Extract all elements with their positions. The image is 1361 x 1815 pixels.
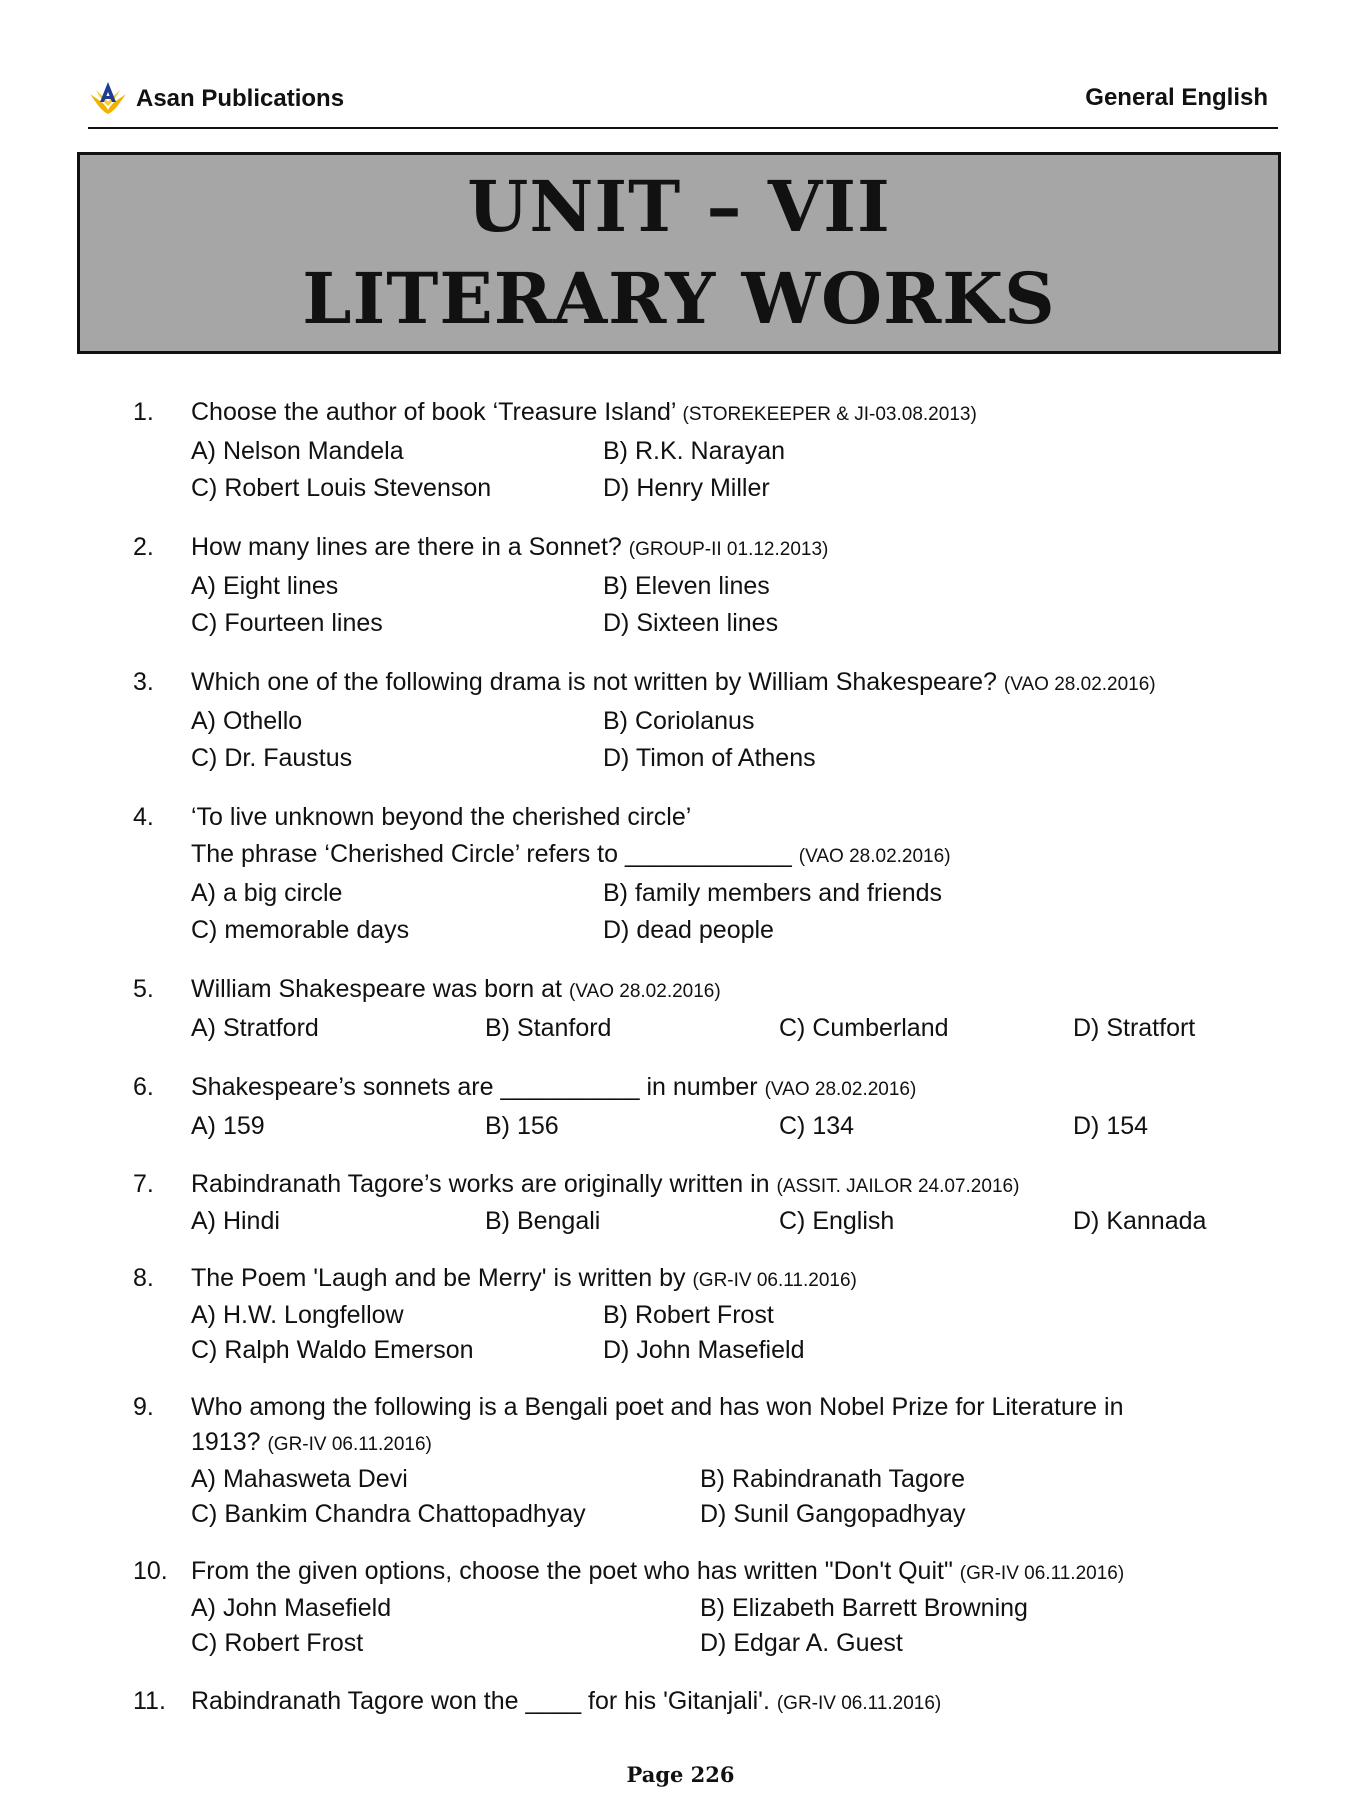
question-source: (VAO 28.02.2016) bbox=[568, 981, 721, 1002]
option-d: D) Kannada bbox=[1073, 1207, 1207, 1235]
question-text: Rabindranath Tagore’s works are originally written in bbox=[191, 1170, 770, 1198]
option-c: C) Bankim Chandra Chattopadhyay bbox=[191, 1500, 586, 1528]
option-b: B) Coriolanus bbox=[603, 707, 755, 735]
question-source: (VAO 28.02.2016) bbox=[1003, 674, 1156, 695]
option-a: A) John Masefield bbox=[191, 1594, 392, 1622]
question-text: Which one of the following drama is not written by William Shakespeare? bbox=[191, 668, 997, 696]
option-a: A) Stratford bbox=[191, 1014, 319, 1042]
option-b: B) Stanford bbox=[485, 1014, 612, 1042]
question-3 bbox=[133, 664, 1253, 777]
option-c: C) Robert Louis Stevenson bbox=[191, 474, 492, 502]
subject-title: General English bbox=[1085, 84, 1268, 111]
question-4 bbox=[133, 799, 1253, 949]
unit-title: LITERARY WORKS bbox=[302, 257, 1056, 340]
option-d: D) Edgar A. Guest bbox=[700, 1629, 903, 1657]
option-b: B) 156 bbox=[485, 1112, 559, 1140]
question-6 bbox=[133, 1069, 1253, 1145]
option-d: D) Sixteen lines bbox=[603, 609, 779, 637]
question-text: The phrase ‘Cherished Circle’ refers to ____________ bbox=[191, 840, 792, 868]
question-text: Choose the author of book ‘Treasure Island’ bbox=[191, 398, 676, 426]
option-a: A) 159 bbox=[191, 1112, 265, 1140]
question-source: (GR-IV 06.11.2016) bbox=[692, 1270, 857, 1291]
option-c: C) Robert Frost bbox=[191, 1629, 364, 1657]
option-b: B) Robert Frost bbox=[603, 1301, 774, 1329]
option-c: C) Cumberland bbox=[779, 1014, 949, 1042]
option-d: D) Stratfort bbox=[1073, 1014, 1196, 1042]
question-text: From the given options, choose the poet who has written "Don't Quit" bbox=[191, 1557, 953, 1585]
question-source: (GR-IV 06.11.2016) bbox=[776, 1693, 942, 1714]
question-number: 7. bbox=[133, 1170, 154, 1198]
option-b: B) family members and friends bbox=[603, 879, 943, 907]
unit-title-box bbox=[77, 152, 1281, 354]
question-9 bbox=[133, 1390, 1253, 1532]
question-text: 1913? bbox=[191, 1428, 261, 1456]
option-b: B) Eleven lines bbox=[603, 572, 770, 600]
page-number: Page 226 bbox=[626, 1762, 735, 1787]
question-8 bbox=[133, 1261, 1253, 1368]
question-number: 11. bbox=[133, 1687, 166, 1715]
option-d: D) Timon of Athens bbox=[603, 744, 816, 772]
option-a: A) Hindi bbox=[191, 1207, 280, 1235]
question-source: (GR-IV 06.11.2016) bbox=[267, 1434, 432, 1455]
option-a: A) Othello bbox=[191, 707, 303, 735]
option-a: A) a big circle bbox=[191, 879, 343, 907]
question-number: 6. bbox=[133, 1073, 154, 1101]
page-header bbox=[88, 76, 1268, 122]
question-source: (VAO 28.02.2016) bbox=[764, 1079, 917, 1100]
asan-logo-icon bbox=[88, 80, 128, 118]
question-text: William Shakespeare was born at bbox=[191, 975, 562, 1003]
question-number: 4. bbox=[133, 803, 154, 831]
question-text-line1: Who among the following is a Bengali poet and has won Nobel Prize for Literature in bbox=[191, 1393, 1124, 1421]
question-5 bbox=[133, 971, 1253, 1047]
option-b: B) Elizabeth Barrett Browning bbox=[700, 1594, 1028, 1622]
question-text: The Poem 'Laugh and be Merry' is written by bbox=[191, 1264, 686, 1292]
brand-name: Asan Publications bbox=[136, 85, 345, 112]
question-1 bbox=[133, 394, 1253, 507]
question-number: 2. bbox=[133, 533, 154, 561]
option-d: D) Henry Miller bbox=[603, 474, 770, 502]
question-source: (GROUP-II 01.12.2013) bbox=[628, 539, 829, 560]
question-quote: ‘To live unknown beyond the cherished circle’ bbox=[191, 803, 692, 831]
question-number: 9. bbox=[133, 1393, 154, 1421]
option-c: C) English bbox=[779, 1207, 895, 1235]
question-source: (STOREKEEPER & JI-03.08.2013) bbox=[682, 404, 977, 425]
question-text: Shakespeare’s sonnets are __________ in number bbox=[191, 1073, 758, 1101]
question-text: How many lines are there in a Sonnet? bbox=[191, 533, 622, 561]
question-number: 3. bbox=[133, 668, 154, 696]
option-a: A) H.W. Longfellow bbox=[191, 1301, 404, 1329]
option-c: C) 134 bbox=[779, 1112, 855, 1140]
unit-number: UNIT – VII bbox=[467, 165, 891, 248]
question-source: (VAO 28.02.2016) bbox=[798, 846, 951, 867]
question-source: (GR-IV 06.11.2016) bbox=[959, 1563, 1125, 1584]
option-a: A) Nelson Mandela bbox=[191, 437, 404, 465]
header-divider bbox=[88, 127, 1278, 129]
option-a: A) Eight lines bbox=[191, 572, 339, 600]
question-list bbox=[133, 394, 1253, 1744]
option-b: B) Rabindranath Tagore bbox=[700, 1465, 965, 1493]
option-a: A) Mahasweta Devi bbox=[191, 1465, 408, 1493]
question-10 bbox=[133, 1554, 1253, 1661]
question-11 bbox=[133, 1683, 1253, 1722]
option-c: C) Ralph Waldo Emerson bbox=[191, 1336, 474, 1364]
option-c: C) memorable days bbox=[191, 916, 410, 944]
brand bbox=[88, 80, 344, 118]
option-b: B) Bengali bbox=[485, 1207, 601, 1235]
question-7 bbox=[133, 1167, 1253, 1239]
option-c: C) Dr. Faustus bbox=[191, 744, 353, 772]
option-c: C) Fourteen lines bbox=[191, 609, 383, 637]
question-number: 10. bbox=[133, 1557, 168, 1585]
option-d: D) John Masefield bbox=[603, 1336, 805, 1364]
option-d: D) dead people bbox=[603, 916, 774, 944]
question-number: 5. bbox=[133, 975, 154, 1003]
question-number: 8. bbox=[133, 1264, 154, 1292]
option-b: B) R.K. Narayan bbox=[603, 437, 786, 465]
question-source: (ASSIT. JAILOR 24.07.2016) bbox=[776, 1176, 1020, 1197]
option-d: D) Sunil Gangopadhyay bbox=[700, 1500, 966, 1528]
question-2 bbox=[133, 529, 1253, 642]
question-number: 1. bbox=[133, 398, 154, 426]
question-text: Rabindranath Tagore won the ____ for his 'Gitanjali'. bbox=[191, 1687, 770, 1715]
option-d: D) 154 bbox=[1073, 1112, 1149, 1140]
